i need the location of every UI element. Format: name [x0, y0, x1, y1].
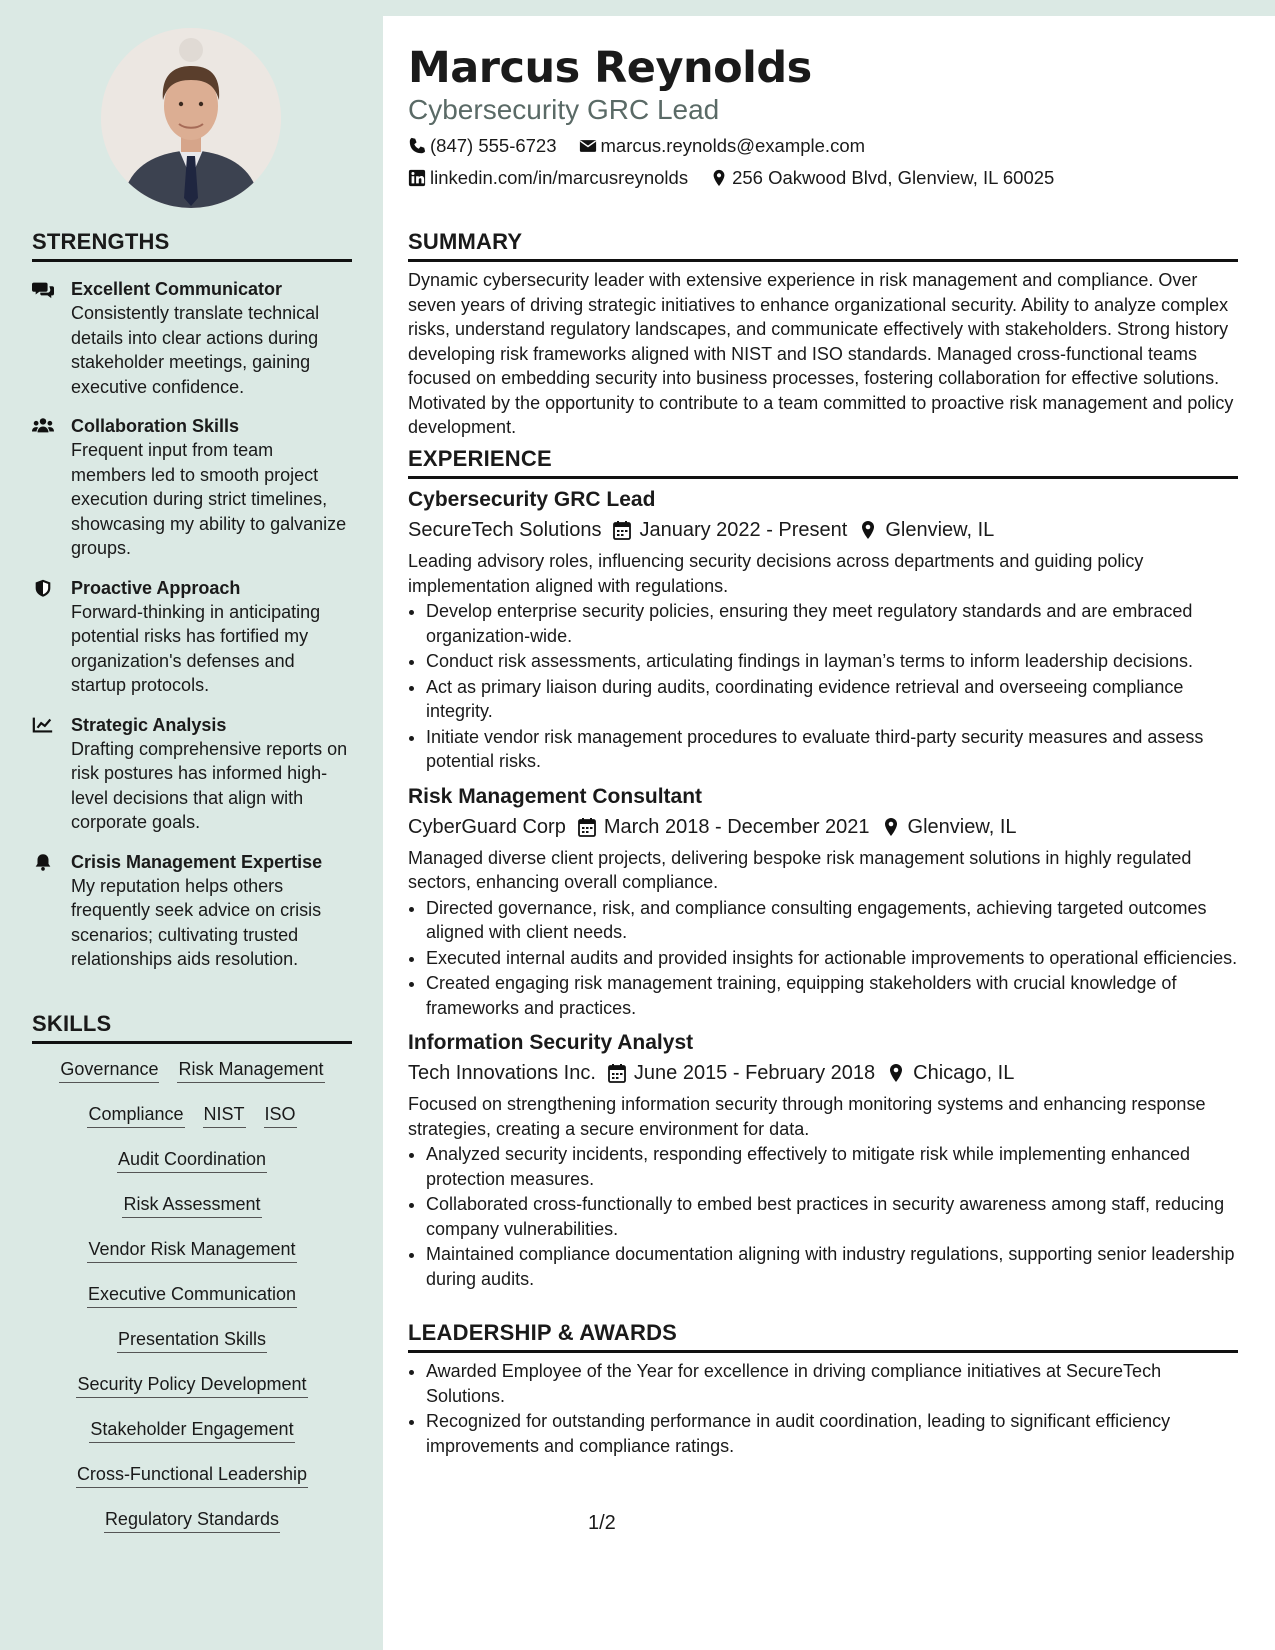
skill-tag: Stakeholder Engagement	[89, 1418, 294, 1443]
candidate-role: Cybersecurity GRC Lead	[408, 94, 720, 125]
skills-row	[32, 1463, 352, 1508]
job-bullet: • Created engaging risk management training, equipping stakeholders with crucial knowledge of frameworks and practices.	[426, 971, 1238, 1020]
sidebar	[0, 0, 383, 1650]
map-pin-icon	[887, 1063, 905, 1083]
strengths-heading: STRENGTHS	[32, 229, 352, 262]
skills-row	[32, 1328, 352, 1373]
job-bullets	[408, 896, 1238, 1021]
job-title: Information Security Analyst	[408, 1031, 694, 1054]
map-pin-icon	[859, 520, 877, 540]
calendar-icon	[613, 520, 631, 540]
job-company: SecureTech Solutions	[408, 519, 602, 541]
summary-heading: SUMMARY	[408, 229, 1238, 262]
job-bullet: • Directed governance, risk, and compliance consulting engagements, achieving targeted outcomes aligned with client needs.	[426, 896, 1238, 945]
job-location: Glenview, IL	[907, 815, 1017, 838]
skill-tag: Executive Communication	[87, 1283, 297, 1308]
job-bullet: • Act as primary liaison during audits, coordinating evidence retrieval and overseeing compliance integrity.	[426, 675, 1238, 724]
contact-row-1	[408, 134, 887, 158]
skills-row	[32, 1418, 352, 1463]
address-text: 256 Oakwood Blvd, Glenview, IL 60025	[732, 167, 1055, 188]
skill-tag: Risk Assessment	[122, 1193, 261, 1218]
awards-list	[408, 1359, 1238, 1458]
experience-section	[408, 446, 1238, 1292]
skill-tag: Vendor Risk Management	[87, 1238, 296, 1263]
job-entry	[408, 1030, 1238, 1291]
skill-tag: Compliance	[87, 1103, 184, 1128]
strength-item	[32, 850, 352, 972]
phone-icon	[408, 137, 426, 155]
skill-tag: Cross-Functional Leadership	[76, 1463, 308, 1488]
users-icon	[32, 414, 71, 561]
strength-item	[32, 576, 352, 698]
job-meta	[408, 1060, 1238, 1086]
job-bullet: • Analyzed security incidents, responding effectively to mitigate risk while implementing enhanced protection measures.	[426, 1142, 1238, 1191]
job-bullet: • Collaborated cross-functionally to embed best practices in security awareness among staff, reducing company vulnerabilities.	[426, 1192, 1238, 1241]
skills-list	[32, 1058, 352, 1553]
strength-item	[32, 713, 352, 835]
skill-tag: ISO	[264, 1103, 297, 1128]
contact-row-2	[408, 166, 1076, 190]
job-company: Tech Innovations Inc.	[408, 1062, 596, 1084]
chart-line-icon	[32, 713, 71, 835]
job-location: Glenview, IL	[885, 519, 995, 541]
skill-tag: Audit Coordination	[117, 1148, 267, 1173]
phone-contact	[408, 134, 557, 158]
strength-description: Consistently translate technical details into clear actions during stakeholder meetings, gaining executive confidence.	[71, 303, 320, 397]
calendar-icon	[608, 1063, 626, 1083]
skill-tag: NIST	[203, 1103, 246, 1128]
strength-item	[32, 414, 352, 561]
awards-section	[408, 1320, 1238, 1459]
calendar-icon	[578, 817, 596, 837]
strength-title: Collaboration Skills	[71, 416, 240, 436]
skills-row	[32, 1103, 352, 1148]
email-contact[interactable]	[579, 134, 866, 158]
strength-item	[32, 277, 352, 399]
strength-title: Crisis Management Expertise	[71, 851, 323, 872]
skill-tag: Security Policy Development	[76, 1373, 307, 1398]
job-bullet: • Maintained compliance documentation aligning with industry regulations, supporting senior leadership during audits.	[426, 1242, 1238, 1291]
strength-description: Drafting comprehensive reports on risk postures has informed high-level decisions that align with corporate goals.	[71, 738, 348, 832]
profile-photo	[101, 28, 281, 208]
job-summary: Focused on strengthening information security through monitoring systems and enhancing response strategies, creating a secure environment for data.	[408, 1094, 1206, 1139]
email-text[interactable]: marcus.reynolds@example.com	[600, 135, 866, 156]
awards-heading: LEADERSHIP & AWARDS	[408, 1320, 1238, 1353]
address-contact	[710, 166, 1054, 190]
strength-description: Forward-thinking in anticipating potential risks has fortified my organization's defenses and startup protocols.	[71, 601, 321, 695]
skill-tag: Risk Management	[177, 1058, 324, 1083]
strength-description: Frequent input from team members led to smooth project execution during strict timelines, showcasing my ability to galvanize groups.	[71, 440, 347, 558]
job-company: CyberGuard Corp	[408, 815, 566, 838]
skills-section	[32, 1011, 352, 1553]
job-bullets	[408, 1142, 1238, 1291]
bell-icon	[32, 850, 71, 972]
skills-row	[32, 1238, 352, 1283]
job-meta	[408, 814, 1238, 840]
job-title: Cybersecurity GRC Lead	[408, 488, 656, 511]
shield-icon	[32, 576, 71, 698]
job-summary: Leading advisory roles, influencing security decisions across departments and guiding policy implementation aligned with regulations.	[408, 551, 1144, 596]
job-entry	[408, 784, 1238, 1021]
skills-row	[32, 1193, 352, 1238]
summary-text: Dynamic cybersecurity leader with extensive experience in risk management and compliance. Over seven years of driving strategic initiatives to enhance organizational security. Ability to analyze complex risks, understand regulatory landscapes, and communicate effectively with stakeholders. Strong history developing risk frameworks aligned with NIST and ISO standards. Managed cross-functional teams focused on embedding security into business processes, fostering collaboration for effective solutions. Motivated by the opportunity to contribute to a team committed to proactive risk management and policy development.	[408, 270, 1234, 437]
job-bullet: • Develop enterprise security policies, ensuring they meet regulatory standards and are embraced organization-wide.	[426, 599, 1238, 648]
skills-row	[32, 1373, 352, 1418]
page-number: 1/2	[588, 1512, 616, 1534]
linkedin-contact[interactable]	[408, 166, 688, 190]
strength-title: Strategic Analysis	[71, 714, 227, 735]
job-bullet: • Executed internal audits and provided insights for actionable improvements to operational efficiencies.	[426, 946, 1238, 971]
strength-title: Excellent Communicator	[71, 279, 283, 299]
comments-icon	[32, 277, 71, 399]
job-dates: March 2018 - December 2021	[603, 815, 870, 838]
strengths-section	[32, 229, 352, 972]
linkedin-text[interactable]: linkedin.com/in/marcusreynolds	[430, 167, 689, 188]
phone-text: (847) 555-6723	[430, 135, 557, 156]
job-bullet: • Conduct risk assessments, articulating findings in layman’s terms to inform leadership decisions.	[426, 649, 1238, 674]
job-entry	[408, 487, 1238, 774]
map-pin-icon	[710, 169, 728, 187]
job-dates: June 2015 - February 2018	[633, 1062, 876, 1084]
skill-tag: Regulatory Standards	[104, 1508, 280, 1533]
strength-title: Proactive Approach	[71, 577, 241, 598]
envelope-icon	[579, 137, 597, 155]
skill-tag: Presentation Skills	[117, 1328, 267, 1353]
skill-tag: Governance	[59, 1058, 159, 1083]
job-meta	[408, 517, 1238, 543]
map-pin-icon	[882, 817, 900, 837]
experience-heading: EXPERIENCE	[408, 446, 1238, 479]
summary-section	[408, 229, 1238, 440]
award-item: • Awarded Employee of the Year for excellence in driving compliance initiatives at SecureTech Solutions.	[426, 1359, 1238, 1408]
candidate-name: Marcus Reynolds	[408, 43, 812, 93]
job-location: Chicago, IL	[913, 1062, 1015, 1084]
linkedin-icon	[408, 169, 426, 187]
job-bullets	[408, 599, 1238, 774]
job-bullet: • Initiate vendor risk management procedures to evaluate third-party security measures and assess potential risks.	[426, 725, 1238, 774]
award-item: • Recognized for outstanding performance in audit coordination, leading to significant efficiency improvements and compliance ratings.	[426, 1409, 1238, 1458]
job-title: Risk Management Consultant	[408, 784, 703, 808]
skills-row	[32, 1148, 352, 1193]
skills-heading: SKILLS	[32, 1011, 352, 1044]
skills-row	[32, 1058, 352, 1103]
job-summary: Managed diverse client projects, delivering bespoke risk management solutions in highly regulated sectors, enhancing overall compliance.	[408, 847, 1192, 892]
job-dates: January 2022 - Present	[639, 519, 848, 541]
skills-row	[32, 1508, 352, 1553]
main-content	[383, 16, 1275, 1650]
strength-description: My reputation helps others frequently seek advice on crisis scenarios; cultivating trusted relationships aids resolution.	[71, 875, 322, 969]
skills-row	[32, 1283, 352, 1328]
